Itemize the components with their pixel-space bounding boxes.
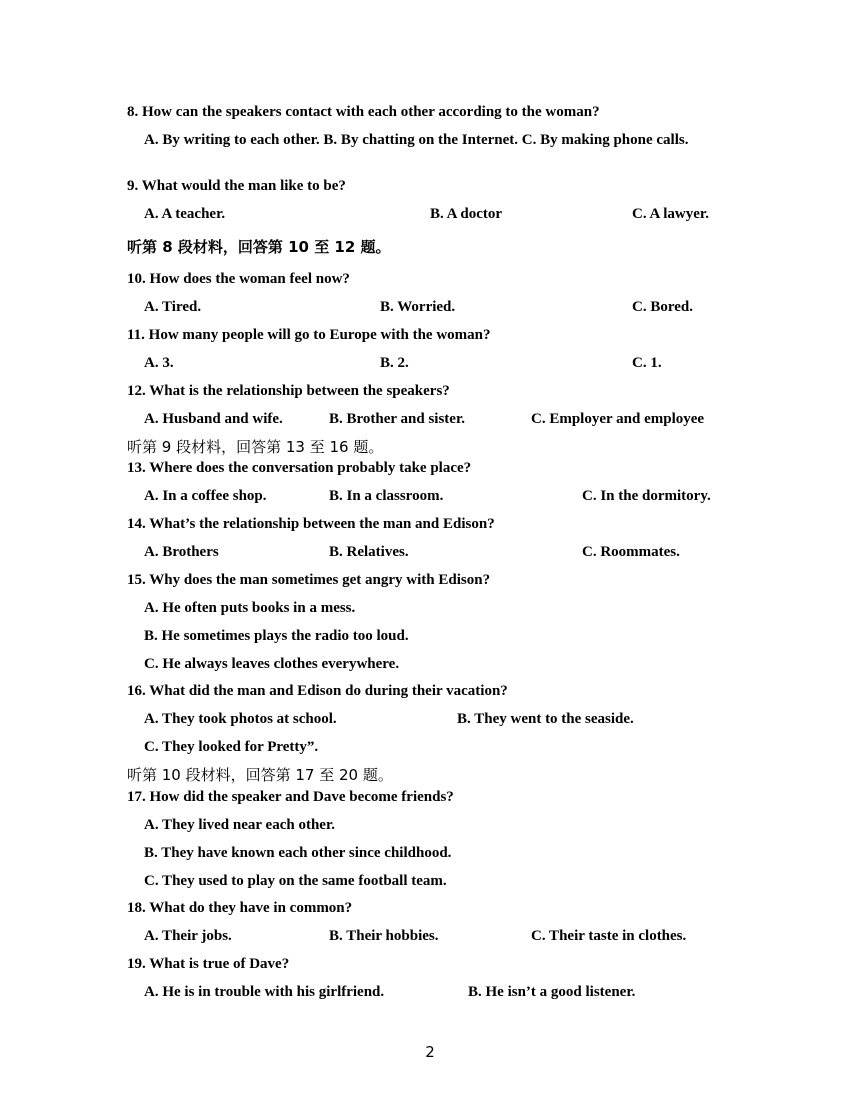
question-13: 13. Where does the conversation probably take place? <box>127 460 472 476</box>
question-12: 12. What is the relationship between the speakers? <box>127 383 450 399</box>
question-14-option-a: A. Brothers <box>144 544 219 560</box>
page-number: 2 <box>425 1043 435 1061</box>
question-18: 18. What do they have in common? <box>127 900 353 916</box>
question-13-option-c: C. In the dormitory. <box>582 488 711 504</box>
question-16-option-b: B. They went to the seaside. <box>457 711 634 727</box>
question-15-option-c: C. He always leaves clothes everywhere. <box>144 656 400 672</box>
question-10-option-a: A. Tired. <box>144 299 202 315</box>
question-9-option-b: B. A doctor <box>430 206 503 222</box>
question-8: 8. How can the speakers contact with each other according to the woman? <box>127 104 600 120</box>
question-11: 11. How many people will go to Europe with the woman? <box>127 327 491 343</box>
question-11-option-b: B. 2. <box>380 355 409 371</box>
question-11-option-c: C. 1. <box>632 355 662 371</box>
question-15-option-b: B. He sometimes plays the radio too loud. <box>144 628 409 644</box>
question-14-option-c: C. Roommates. <box>582 544 680 560</box>
question-12-option-a: A. Husband and wife. <box>144 411 283 427</box>
question-18-option-a: A. Their jobs. <box>144 928 232 944</box>
question-17-option-c: C. They used to play on the same football team. <box>144 873 447 889</box>
question-14: 14. What’s the relationship between the man and Edison? <box>127 516 495 532</box>
question-9-option-a: A. A teacher. <box>144 206 226 222</box>
question-17: 17. How did the speaker and Dave become friends? <box>127 789 454 805</box>
question-19-option-a: A. He is in trouble with his girlfriend. <box>144 984 385 1000</box>
question-15: 15. Why does the man sometimes get angry with Edison? <box>127 572 491 588</box>
question-13-option-a: A. In a coffee shop. <box>144 488 267 504</box>
section-8-heading: 听第 8 段材料，回答第 10 至 12 题。 <box>127 238 391 256</box>
question-9-option-c: C. A lawyer. <box>632 206 709 222</box>
question-10-option-b: B. Worried. <box>380 299 456 315</box>
question-11-option-a: A. 3. <box>144 355 174 371</box>
question-8-options: A. By writing to each other. B. By chatting on the Internet. C. By making phone calls. <box>144 132 689 148</box>
question-10-option-c: C. Bored. <box>632 299 693 315</box>
question-16: 16. What did the man and Edison do during their vacation? <box>127 683 508 699</box>
section-10-heading: 听第 10 段材料，回答第 17 至 20 题。 <box>127 766 393 784</box>
question-17-option-b: B. They have known each other since childhood. <box>144 845 452 861</box>
section-9-heading: 听第 9 段材料，回答第 13 至 16 题。 <box>127 438 384 456</box>
question-12-option-c: C. Employer and employee <box>531 411 705 427</box>
question-15-option-a: A. He often puts books in a mess. <box>144 600 356 616</box>
question-12-option-b: B. Brother and sister. <box>329 411 465 427</box>
question-10: 10. How does the woman feel now? <box>127 271 350 287</box>
question-19-option-b: B. He isn’t a good listener. <box>468 984 636 1000</box>
question-18-option-b: B. Their hobbies. <box>329 928 439 944</box>
question-13-option-b: B. In a classroom. <box>329 488 444 504</box>
question-16-option-a: A. They took photos at school. <box>144 711 337 727</box>
question-17-option-a: A. They lived near each other. <box>144 817 335 833</box>
question-14-option-b: B. Relatives. <box>329 544 409 560</box>
question-18-option-c: C. Their taste in clothes. <box>531 928 687 944</box>
question-9: 9. What would the man like to be? <box>127 178 346 194</box>
question-19: 19. What is true of Dave? <box>127 956 290 972</box>
question-16-option-c: C. They looked for Pretty”. <box>144 739 319 755</box>
